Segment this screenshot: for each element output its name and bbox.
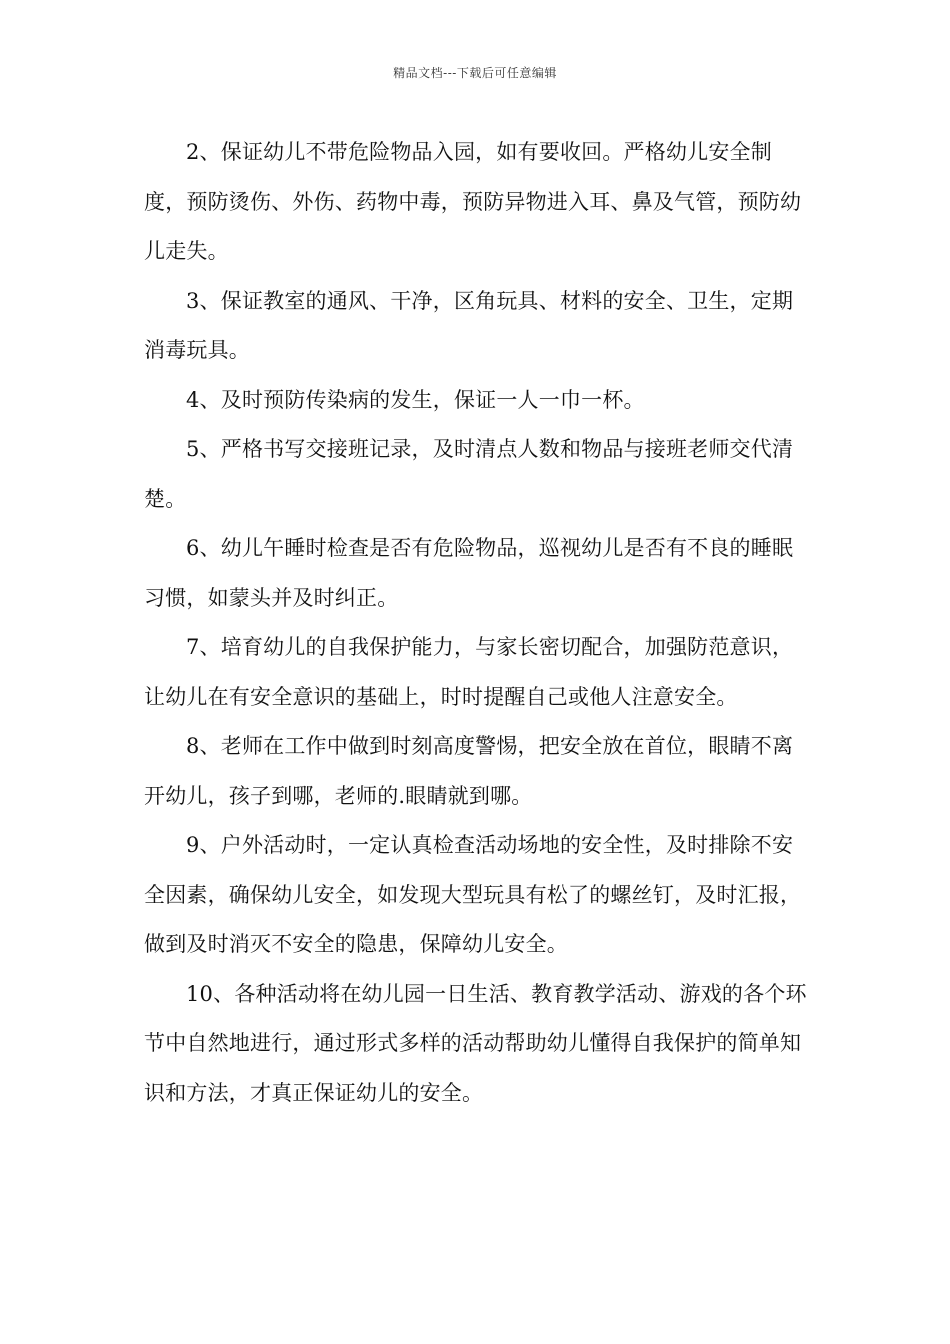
paragraph-item-6: 6、幼儿午睡时检查是否有危险物品，巡视幼儿是否有不良的睡眠习惯，如蒙头并及时纠正。: [144, 536, 794, 610]
paragraph-item-8: 8、老师在工作中做到时刻高度警惕，把安全放在首位，眼睛不离开幼儿，孩子到哪，老师的.眼睛就到哪。: [144, 734, 794, 808]
paragraph-item-9: 9、户外活动时，一定认真检查活动场地的安全性，及时排除不安全因素，确保幼儿安全，如发现大型玩具有松了的螺丝钉，及时汇报，做到及时消灭不安全的隐患，保障幼儿安全。: [144, 833, 802, 956]
paragraph-item-7: 7、培育幼儿的自我保护能力，与家长密切配合，加强防范意识，让幼儿在有安全意识的基础上，时时提醒自己或他人注意安全。: [144, 635, 794, 709]
document-body: [144, 128, 814, 1118]
paragraph-item-2: 2、保证幼儿不带危险物品入园，如有要收回。严格幼儿安全制度，预防烫伤、外伤、药物中毒，预防异物进入耳、鼻及气管，预防幼儿走失。: [144, 140, 802, 263]
page-header: 精品文档---下载后可任意编辑: [393, 66, 557, 80]
paragraph-item-3: 3、保证教室的通风、干净，区角玩具、材料的安全、卫生，定期消毒玩具。: [144, 288, 794, 362]
paragraph-item-10: 10、各种活动将在幼儿园一日生活、教育教学活动、游戏的各个环节中自然地进行，通过形式多样的活动帮助幼儿懂得自我保护的简单知识和方法，才真正保证幼儿的安全。: [144, 981, 807, 1105]
paragraph-item-5: 5、严格书写交接班记录，及时清点人数和物品与接班老师交代清楚。: [144, 437, 794, 511]
paragraph-item-4: 4、及时预防传染病的发生，保证一人一巾一杯。: [186, 387, 645, 412]
